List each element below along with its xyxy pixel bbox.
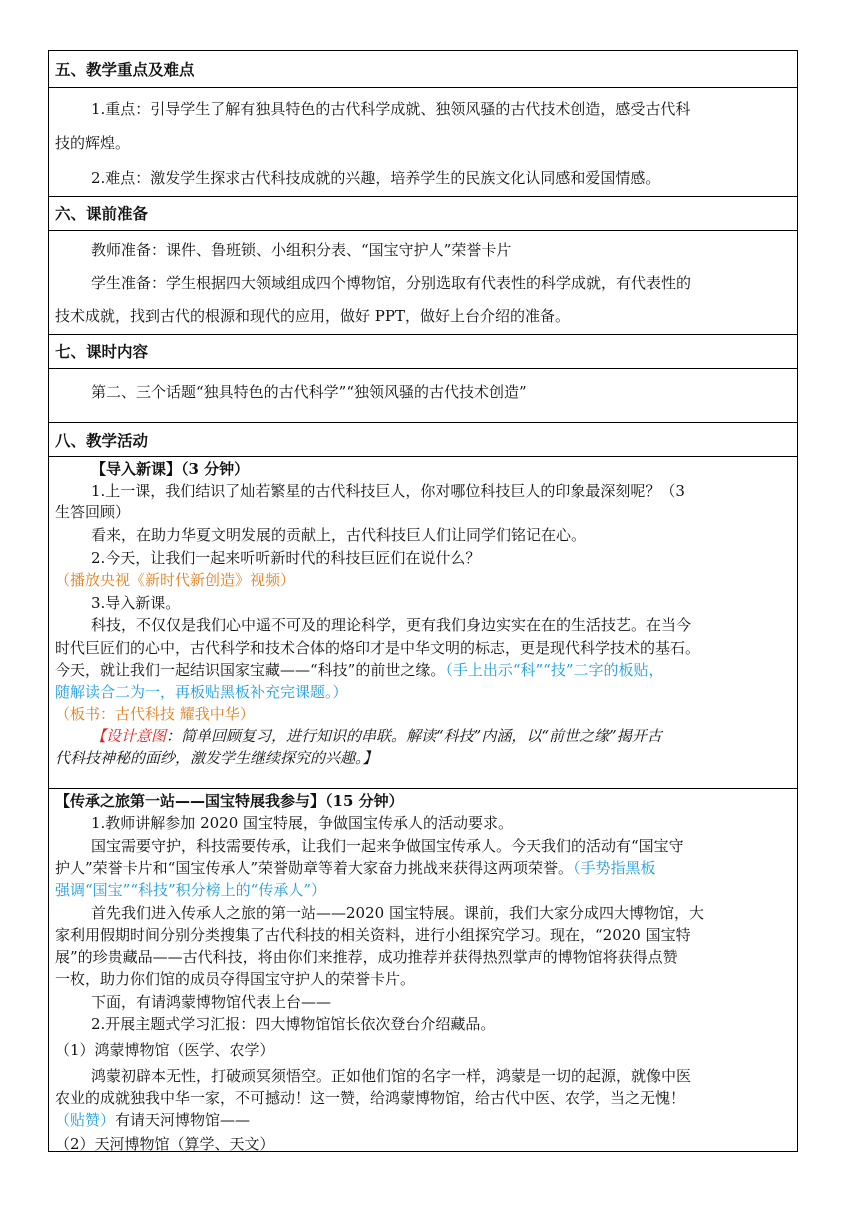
paragraph-line bbox=[55, 1111, 250, 1129]
stage1-title bbox=[55, 792, 404, 810]
paragraph-line: 3.导入新课。 bbox=[91, 594, 181, 612]
paragraph-line: 一枚，助力你们馆的成员夺得国宝守护人的荣誉卡片。 bbox=[55, 970, 416, 988]
section-heading: 七、课时内容 bbox=[55, 343, 149, 361]
stage-direction: 随解读合二为一，再板贴黑板补充完课题。） bbox=[55, 683, 348, 701]
section-heading: 六、课前准备 bbox=[55, 205, 149, 223]
design-intent-label: 【设计意图 bbox=[91, 727, 167, 745]
paragraph-line: 1.教师讲解参加 2020 国宝特展，争做国宝传承人的活动要求。 bbox=[91, 814, 514, 832]
intro-title bbox=[91, 460, 249, 478]
stage-direction: （贴赞） bbox=[55, 1111, 116, 1129]
paragraph-line: 2.开展主题式学习汇报：四大博物馆馆长依次登台介绍藏品。 bbox=[91, 1015, 496, 1033]
paragraph-line: 第二、三个话题“独具特色的古代科学”“独领风骚的古代技术创造” bbox=[91, 383, 527, 401]
intro-title-text: 【导入新课】 bbox=[91, 460, 182, 478]
paragraph-line: 代科技神秘的面纱，激发学生继续探究的兴趣。】 bbox=[55, 749, 378, 767]
paragraph-line: 农业的成就独我中华一家，不可撼动！这一赞，给鸿蒙博物馆，给古代中医、农学，当之无愧！ bbox=[55, 1089, 686, 1107]
paragraph-line: 1.重点：引导学生了解有独具特色的古代科学成就、独领风骚的古代技术创造，感受古代科 bbox=[91, 100, 691, 118]
paragraph-line: 看来，在助力华夏文明发展的贡献上，古代科技巨人们让同学们铭记在心。 bbox=[91, 526, 587, 544]
paragraph-line: 家利用假期时间分别分类搜集了古代科技的相关资料，进行小组探究学习。现在，“2020 国宝特 bbox=[55, 926, 691, 944]
design-intent bbox=[91, 727, 662, 745]
paragraph-line: 学生准备：学生根据四大领域组成四个博物馆，分别选取有代表性的科学成就，有代表性的 bbox=[91, 274, 692, 292]
paragraph-line: 鸿蒙初辟本无性，打破顽冥须悟空。正如他们馆的名字一样，鸿蒙是一切的起源，就像中医 bbox=[91, 1067, 692, 1085]
text-span: ：简单回顾复习，进行知识的串联。解读“科技”内涵，以“前世之缘”揭开古 bbox=[166, 727, 662, 745]
paragraph-line: 技的辉煌。 bbox=[55, 134, 131, 152]
stage1-time: （15 分钟） bbox=[325, 792, 404, 810]
text-span: 有请天河博物馆—— bbox=[115, 1111, 251, 1129]
paragraph-line: 国宝需要守护，科技需要传承，让我们一起来争做国宝传承人。今天我们的活动有“国宝守 bbox=[91, 837, 684, 855]
museum-heading: （2）天河博物馆（算学、天文） bbox=[55, 1135, 275, 1153]
section-preparation bbox=[49, 197, 797, 231]
stage-direction: （手势指黑板 bbox=[573, 859, 656, 877]
section-preparation-body bbox=[49, 231, 797, 335]
text-span: 今天，就让我们一起结识国家宝藏——“科技”的前世之缘。 bbox=[55, 661, 446, 679]
stage1-title-text: 【传承之旅第一站——国宝特展我参与】 bbox=[55, 792, 326, 810]
paragraph-line: 生答回顾） bbox=[55, 503, 131, 521]
paragraph-line: 2.今天，让我们一起来听听新时代的科技巨匠们在说什么？ bbox=[91, 549, 481, 567]
paragraph-line: 1.上一课，我们结识了灿若繁星的古代科技巨人，你对哪位科技巨人的印象最深刻呢？（3 bbox=[91, 482, 685, 500]
paragraph-line: 技术成就，找到古代的根源和现代的应用，做好 PPT，做好上台介绍的准备。 bbox=[55, 307, 570, 325]
section-lesson-content-body bbox=[49, 369, 797, 423]
lesson-plan-table bbox=[48, 50, 798, 1152]
section-activities bbox=[49, 423, 797, 457]
paragraph-line bbox=[55, 661, 664, 679]
section-heading: 八、教学活动 bbox=[55, 432, 149, 450]
paragraph-line: 科技，不仅仅是我们心中遥不可及的理论科学，更有我们身边实实在在的生活技艺。在当今 bbox=[91, 616, 692, 634]
intro-block bbox=[49, 457, 797, 789]
section-key-points bbox=[49, 51, 797, 88]
paragraph-line: 2.难点：激发学生探求古代科技成就的兴趣，培养学生的民族文化认同感和爱国情感。 bbox=[91, 169, 661, 187]
stage1-block bbox=[49, 789, 797, 1153]
paragraph-line: 时代巨匠们的心中，古代科学和技术合体的烙印才是中华文明的标志，更是现代科学技术的基石。 bbox=[55, 639, 701, 657]
paragraph-line: 首先我们进入传承人之旅的第一站——2020 国宝特展。课前，我们大家分成四大博物馆，大 bbox=[91, 904, 704, 922]
stage-direction: 强调“国宝”“科技”积分榜上的“传承人”） bbox=[55, 881, 327, 899]
stage-direction: （手上出示“科”“技”二字的板贴， bbox=[445, 661, 664, 679]
section-heading: 五、教学重点及难点 bbox=[55, 61, 195, 79]
museum-heading: （1）鸿蒙博物馆（医学、农学） bbox=[55, 1041, 275, 1059]
stage-direction: （播放央视《新时代新创造》视频） bbox=[55, 571, 296, 589]
paragraph-line bbox=[55, 859, 656, 877]
section-lesson-content bbox=[49, 335, 797, 369]
text-span: 护人”荣誉卡片和“国宝传承人”荣誉勋章等着大家奋力挑战来获得这两项荣誉。 bbox=[55, 859, 574, 877]
paragraph-line: 展”的珍贵藏品——古代科技，将由你们来推荐，成功推荐并获得热烈掌声的博物馆将获得点赞 bbox=[55, 948, 678, 966]
board-writing: （板书：古代科技 耀我中华） bbox=[55, 705, 255, 723]
intro-time: （3 分钟） bbox=[181, 460, 250, 478]
paragraph-line: 下面，有请鸿蒙博物馆代表上台—— bbox=[91, 993, 332, 1011]
section-key-points-body bbox=[49, 88, 797, 197]
paragraph-line: 教师准备：课件、鲁班锁、小组积分表、“国宝守护人”荣誉卡片 bbox=[91, 241, 512, 259]
